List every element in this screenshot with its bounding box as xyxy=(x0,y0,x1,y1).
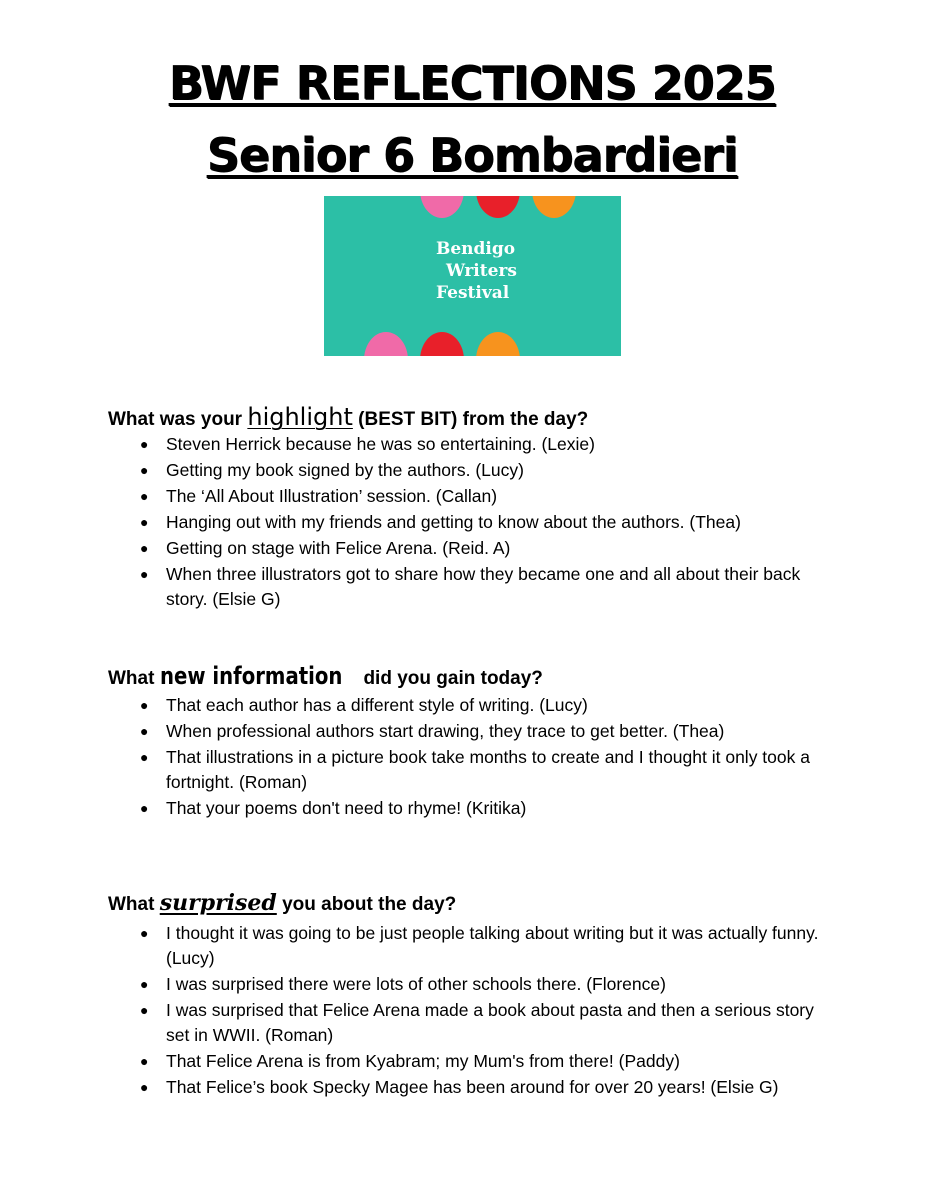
bullet-icon: ● xyxy=(140,697,149,713)
bullet-icon: ● xyxy=(140,488,149,504)
logo-line-3: Festival xyxy=(436,283,510,303)
bullet-icon: ● xyxy=(140,1053,149,1069)
list-item xyxy=(140,972,840,997)
question-surprised xyxy=(108,890,456,916)
answer-text: When professional authors start drawing, they trace to get better. (Thea) xyxy=(166,721,725,741)
bullet-icon: ● xyxy=(140,514,149,530)
answer-text: That Felice Arena is from Kyabram; my Mum's from there! (Paddy) xyxy=(166,1051,680,1071)
question-new-information xyxy=(108,662,543,690)
list-item xyxy=(140,484,840,509)
question-keyword: surprised xyxy=(159,890,277,916)
answer-text: That each author has a different style of writing. (Lucy) xyxy=(166,695,588,715)
list-item xyxy=(140,1049,840,1074)
bullet-icon: ● xyxy=(140,723,149,739)
list-item xyxy=(140,536,840,561)
answer-text: That your poems don't need to rhyme! (Kritika) xyxy=(166,798,527,818)
list-item xyxy=(140,693,840,718)
list-item xyxy=(140,510,840,535)
question-highlight xyxy=(108,403,588,431)
question-prefix: What xyxy=(108,668,160,689)
logo-line-2: Writers xyxy=(446,261,517,281)
logo-dot-top-orange xyxy=(532,196,576,218)
answer-text: Hanging out with my friends and getting to know about the authors. (Thea) xyxy=(166,512,741,532)
answer-text: Getting my book signed by the authors. (Lucy) xyxy=(166,460,524,480)
bullet-icon: ● xyxy=(140,925,149,941)
bullet-icon: ● xyxy=(140,800,149,816)
answer-text: I was surprised there were lots of other schools there. (Florence) xyxy=(166,974,666,994)
question-prefix: What was your xyxy=(108,409,248,430)
logo-dot-bottom-orange xyxy=(476,332,520,356)
list-item xyxy=(140,719,840,744)
bullet-icon: ● xyxy=(140,462,149,478)
answer-text: That Felice’s book Specky Magee has been around for over 20 years! (Elsie G) xyxy=(166,1077,779,1097)
answer-text: That illustrations in a picture book take months to create and I thought it only took a fortnight. (Roman) xyxy=(166,747,810,792)
bullet-icon: ● xyxy=(140,976,149,992)
answer-list-surprised xyxy=(140,921,840,1101)
bullet-icon: ● xyxy=(140,749,149,765)
question-suffix: (BEST BIT) from the day? xyxy=(352,409,589,430)
answer-text: When three illustrators got to share how they became one and all about their back story. (Elsie G) xyxy=(166,564,801,609)
question-prefix: What xyxy=(108,894,160,915)
page-title: BWF REFLECTIONS 2025 xyxy=(168,56,776,110)
logo-dot-top-pink xyxy=(420,196,464,218)
bullet-icon: ● xyxy=(140,566,149,582)
bullet-icon: ● xyxy=(140,1079,149,1095)
question-suffix: did you gain today? xyxy=(358,668,543,689)
logo-dot-bottom-red xyxy=(420,332,464,356)
question-keyword: new information xyxy=(159,662,343,690)
logo-line-1: Bendigo xyxy=(436,239,516,259)
bullet-icon: ● xyxy=(140,1002,149,1018)
logo-dot-top-red xyxy=(476,196,520,218)
question-suffix: you about the day? xyxy=(276,894,457,915)
bullet-icon: ● xyxy=(140,436,149,452)
list-item xyxy=(140,796,840,821)
answer-text: I was surprised that Felice Arena made a book about pasta and then a serious story set in WWII. (Roman) xyxy=(166,1000,814,1045)
list-item xyxy=(140,432,840,457)
answer-text: The ‘All About Illustration’ session. (Callan) xyxy=(166,486,498,506)
list-item xyxy=(140,745,840,795)
list-item xyxy=(140,921,840,971)
festival-logo xyxy=(324,196,621,356)
list-item xyxy=(140,998,840,1048)
answer-text: I thought it was going to be just people talking about writing but it was actually funny. (Lucy) xyxy=(166,923,819,968)
answer-list-new-information xyxy=(140,693,840,822)
list-item xyxy=(140,458,840,483)
page-subtitle: Senior 6 Bombardieri xyxy=(206,128,738,182)
logo-dot-bottom-pink xyxy=(364,332,408,356)
logo-wordmark xyxy=(436,238,556,304)
question-keyword: highlight xyxy=(247,403,353,431)
answer-text: Getting on stage with Felice Arena. (Reid. A) xyxy=(166,538,511,558)
list-item xyxy=(140,562,840,612)
bullet-icon: ● xyxy=(140,540,149,556)
list-item xyxy=(140,1075,840,1100)
answer-text: Steven Herrick because he was so entertaining. (Lexie) xyxy=(166,434,595,454)
answer-list-highlight xyxy=(140,432,840,613)
